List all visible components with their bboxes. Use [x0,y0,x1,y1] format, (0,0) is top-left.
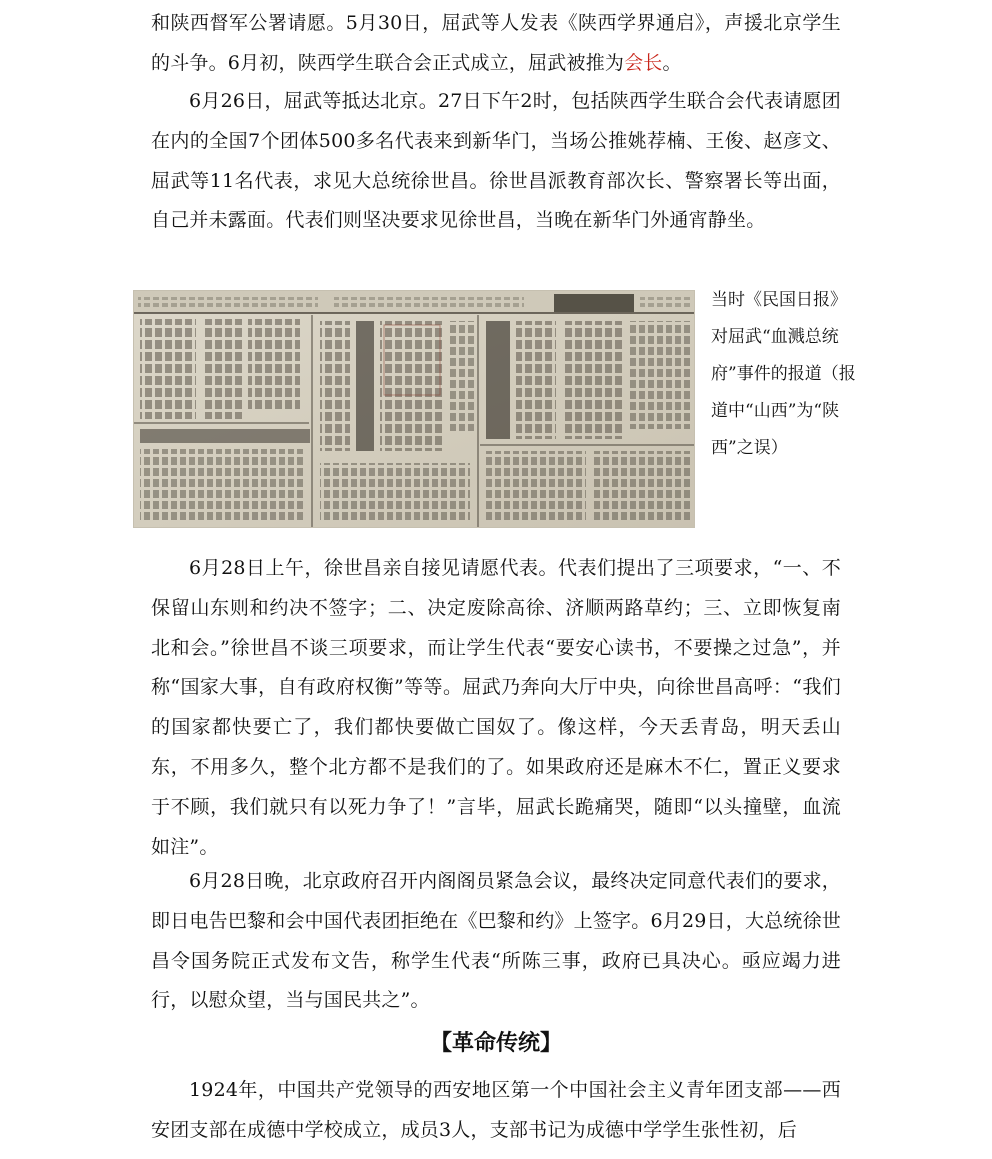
figure-caption: 当时《民国日报》对屈武“血溅总统府”事件的报道（报道中“山西”为“陕西”之误） [711,290,856,458]
figure [133,290,863,528]
paragraph-1-end: 。 [662,51,682,74]
paragraph-2: 6月26日，屈武等抵达北京。27日下午2时，包括陕西学生联合会代表请愿团在内的全国7个团体500多名代表来到新华门，当场公推姚荐楠、王俊、赵彦文、屈武等11名代表，求见大总统徐世昌。徐世昌派教育部次长、警察署长等出面，自己并未露面。代表们则坚决要求见徐世昌，当晚在新华门外通宵静坐。 [151,90,841,232]
newspaper-photo [133,290,695,528]
paragraph-1 [151,4,841,84]
newspaper-image [134,291,695,528]
section-heading: 【革命传统】 [429,1031,562,1056]
highlighted-term: 会长 [624,51,663,74]
paragraph-4: 6月28日晚，北京政府召开内阁阁员紧急会议，最终决定同意代表们的要求，即日电告巴黎和会中国代表团拒绝在《巴黎和约》上签字。6月29日，大总统徐世昌令国务院正式发布文告，称学生代表“所陈三事，政府已具决心。亟应竭力进行，以慰众望，当与国民共之”。 [151,870,841,1012]
paragraph-3: 6月28日上午，徐世昌亲自接见请愿代表。代表们提出了三项要求，“一、不保留山东则和约决不签字；二、决定废除高徐、济顺两路草约；三、立即恢复南北和会。”徐世昌不谈三项要求，而让学生代表“要安心读书，不要操之过急”，并称“国家大事，自有政府权衡”等等。屈武乃奔向大厅中央，向徐世昌高呼：“我们的国家都快要亡了，我们都快要做亡国奴了。像这样，今天丢青岛，明天丢山东，不用多久，整个北方都不是我们的了。如果政府还是麻木不仁，置正义要求于不顾，我们就只有以死力争了！”言毕，屈武长跪痛哭，随即“以头撞壁，血流如注”。 [151,557,841,858]
paragraph-5: 1924年，中国共产党领导的西安地区第一个中国社会主义青年团支部——西安团支部在成德中学校成立，成员3人，支部书记为成德中学学生张性初，后 [151,1079,841,1141]
paragraph-1-text: 和陕西督军公署请愿。5月30日，屈武等人发表《陕西学界通启》，声援北京学生的斗争。6月初，陕西学生联合会正式成立，屈武被推为 [151,12,841,74]
